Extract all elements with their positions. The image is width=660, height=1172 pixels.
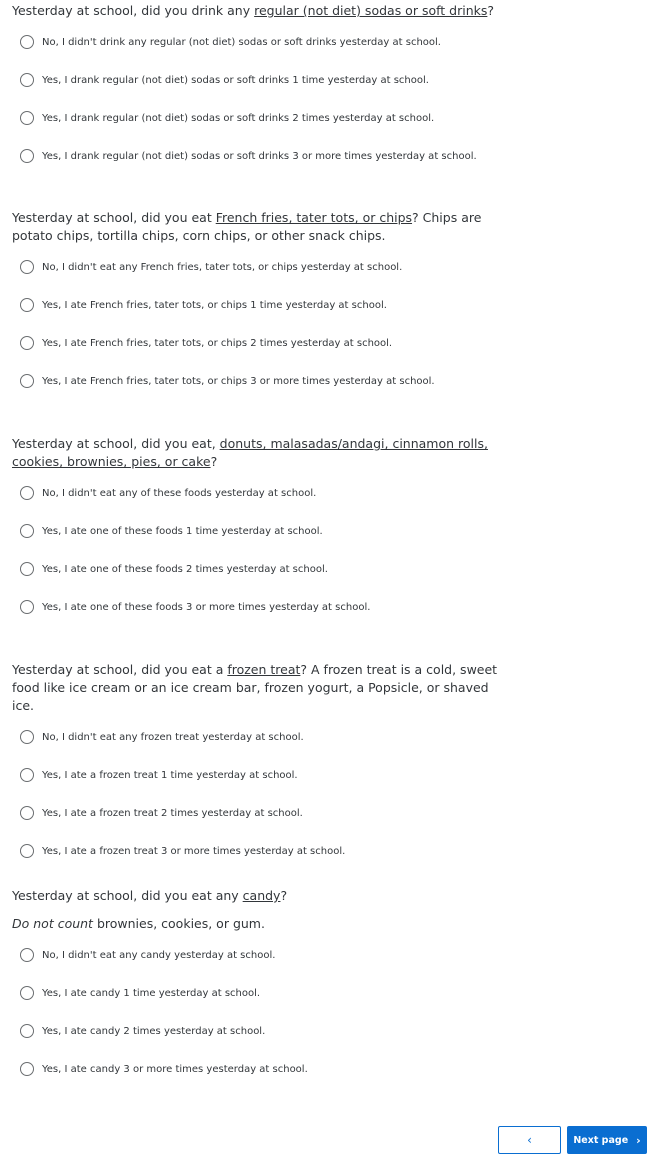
answer-label: No, I didn't eat any French fries, tater tots, or chips yesterday at school. [42, 261, 403, 273]
radio-button[interactable] [20, 600, 34, 614]
question-text-post: ? A frozen treat is a cold, sweet food like ice cream or an ice cream bar, frozen yogurt, a Popsicle, or shaved ice. [12, 662, 498, 713]
answer-option[interactable] [12, 324, 502, 362]
answer-label: No, I didn't eat any of these foods yesterday at school. [42, 487, 317, 499]
answer-label: Yes, I ate one of these foods 2 times yesterday at school. [42, 563, 328, 575]
answer-option[interactable] [12, 61, 502, 99]
answer-option[interactable] [12, 362, 502, 400]
question-baked-goods [12, 435, 502, 626]
radio-button[interactable] [20, 1024, 34, 1038]
answer-label: Yes, I ate French fries, tater tots, or chips 1 time yesterday at school. [42, 299, 387, 311]
answer-option[interactable] [12, 474, 502, 512]
answer-option[interactable] [12, 756, 502, 794]
radio-button[interactable] [20, 298, 34, 312]
radio-button[interactable] [20, 986, 34, 1000]
radio-button[interactable] [20, 149, 34, 163]
radio-button[interactable] [20, 111, 34, 125]
radio-button[interactable] [20, 948, 34, 962]
radio-button[interactable] [20, 806, 34, 820]
answer-label: Yes, I ate French fries, tater tots, or chips 2 times yesterday at school. [42, 337, 393, 349]
answer-label: Yes, I ate a frozen treat 3 or more times yesterday at school. [42, 845, 346, 857]
answer-label: Yes, I ate candy 1 time yesterday at school. [42, 987, 261, 999]
question-note-emphasis: Do not count [12, 916, 93, 931]
question-text-post: ? [280, 888, 288, 903]
answer-options [12, 474, 502, 626]
question-link[interactable]: French fries, tater tots, or chips [215, 210, 413, 225]
answer-label: Yes, I ate candy 3 or more times yesterday at school. [42, 1063, 308, 1075]
answer-option[interactable] [12, 1012, 502, 1050]
answer-label: Yes, I ate one of these foods 3 or more times yesterday at school. [42, 601, 371, 613]
question-text-pre: Yesterday at school, did you eat a [12, 662, 228, 677]
answer-label: Yes, I drank regular (not diet) sodas or soft drinks 2 times yesterday at school. [42, 112, 435, 124]
answer-option[interactable] [12, 588, 502, 626]
answer-option[interactable] [12, 286, 502, 324]
next-page-button[interactable] [567, 1126, 647, 1154]
previous-page-button[interactable] [498, 1126, 561, 1154]
answer-option[interactable] [12, 936, 502, 974]
question-frozen-treat [12, 661, 502, 870]
answer-label: No, I didn't drink any regular (not diet) sodas or soft drinks yesterday at school. [42, 36, 441, 48]
answer-label: Yes, I ate French fries, tater tots, or chips 3 or more times yesterday at school. [42, 375, 435, 387]
radio-button[interactable] [20, 768, 34, 782]
question-link[interactable]: regular (not diet) sodas or soft drinks [254, 3, 488, 18]
answer-label: Yes, I ate candy 2 times yesterday at school. [42, 1025, 266, 1037]
answer-option[interactable] [12, 794, 502, 832]
question-text-pre: Yesterday at school, did you eat any [12, 888, 243, 903]
radio-button[interactable] [20, 730, 34, 744]
question-text-pre: Yesterday at school, did you eat [12, 210, 216, 225]
answer-option[interactable] [12, 99, 502, 137]
question-note [12, 915, 502, 933]
question-text [12, 887, 502, 905]
answer-label: Yes, I ate a frozen treat 2 times yesterday at school. [42, 807, 303, 819]
answer-option[interactable] [12, 137, 502, 175]
answer-label: Yes, I drank regular (not diet) sodas or soft drinks 3 or more times yesterday at school. [42, 150, 477, 162]
answer-options [12, 248, 502, 400]
radio-button[interactable] [20, 374, 34, 388]
radio-button[interactable] [20, 336, 34, 350]
question-link[interactable]: donuts, malasadas/andagi, cinnamon rolls, cookies, brownies, pies, or cake [12, 436, 488, 469]
question-text-post: ? [487, 3, 495, 18]
radio-button[interactable] [20, 524, 34, 538]
chevron-right-icon: › [636, 1133, 641, 1147]
radio-button[interactable] [20, 260, 34, 274]
question-link[interactable]: frozen treat [227, 662, 301, 677]
answer-label: Yes, I ate one of these foods 1 time yesterday at school. [42, 525, 323, 537]
question-text-pre: Yesterday at school, did you eat, [12, 436, 220, 451]
radio-button[interactable] [20, 562, 34, 576]
chevron-left-icon: ‹ [527, 1133, 532, 1147]
answer-option[interactable] [12, 550, 502, 588]
answer-option[interactable] [12, 512, 502, 550]
question-sodas [12, 2, 502, 175]
radio-button[interactable] [20, 844, 34, 858]
answer-label: Yes, I ate a frozen treat 1 time yesterday at school. [42, 769, 298, 781]
question-note-text: brownies, cookies, or gum. [92, 916, 265, 931]
answer-option[interactable] [12, 1050, 502, 1088]
radio-button[interactable] [20, 1062, 34, 1076]
answer-options [12, 718, 502, 870]
question-text-post: ? Chips are potato chips, tortilla chips, corn chips, or other snack chips. [12, 210, 482, 243]
question-text-pre: Yesterday at school, did you drink any [12, 3, 255, 18]
page-navigation [498, 1126, 647, 1154]
answer-option[interactable] [12, 23, 502, 61]
question-text [12, 209, 502, 245]
radio-button[interactable] [20, 35, 34, 49]
next-page-label: Next page [573, 1134, 629, 1146]
answer-option[interactable] [12, 718, 502, 756]
radio-button[interactable] [20, 486, 34, 500]
question-fries-chips [12, 209, 502, 400]
question-text-post: ? [210, 454, 218, 469]
answer-option[interactable] [12, 248, 502, 286]
answer-label: Yes, I drank regular (not diet) sodas or soft drinks 1 time yesterday at school. [42, 74, 429, 86]
answer-label: No, I didn't eat any candy yesterday at school. [42, 949, 276, 961]
question-text [12, 661, 502, 715]
radio-button[interactable] [20, 73, 34, 87]
answer-options [12, 23, 502, 175]
question-link[interactable]: candy [242, 888, 281, 903]
answer-options [12, 936, 502, 1088]
question-candy [12, 887, 502, 1088]
answer-option[interactable] [12, 974, 502, 1012]
answer-option[interactable] [12, 832, 502, 870]
question-text [12, 435, 502, 471]
answer-label: No, I didn't eat any frozen treat yesterday at school. [42, 731, 304, 743]
question-text [12, 2, 502, 20]
